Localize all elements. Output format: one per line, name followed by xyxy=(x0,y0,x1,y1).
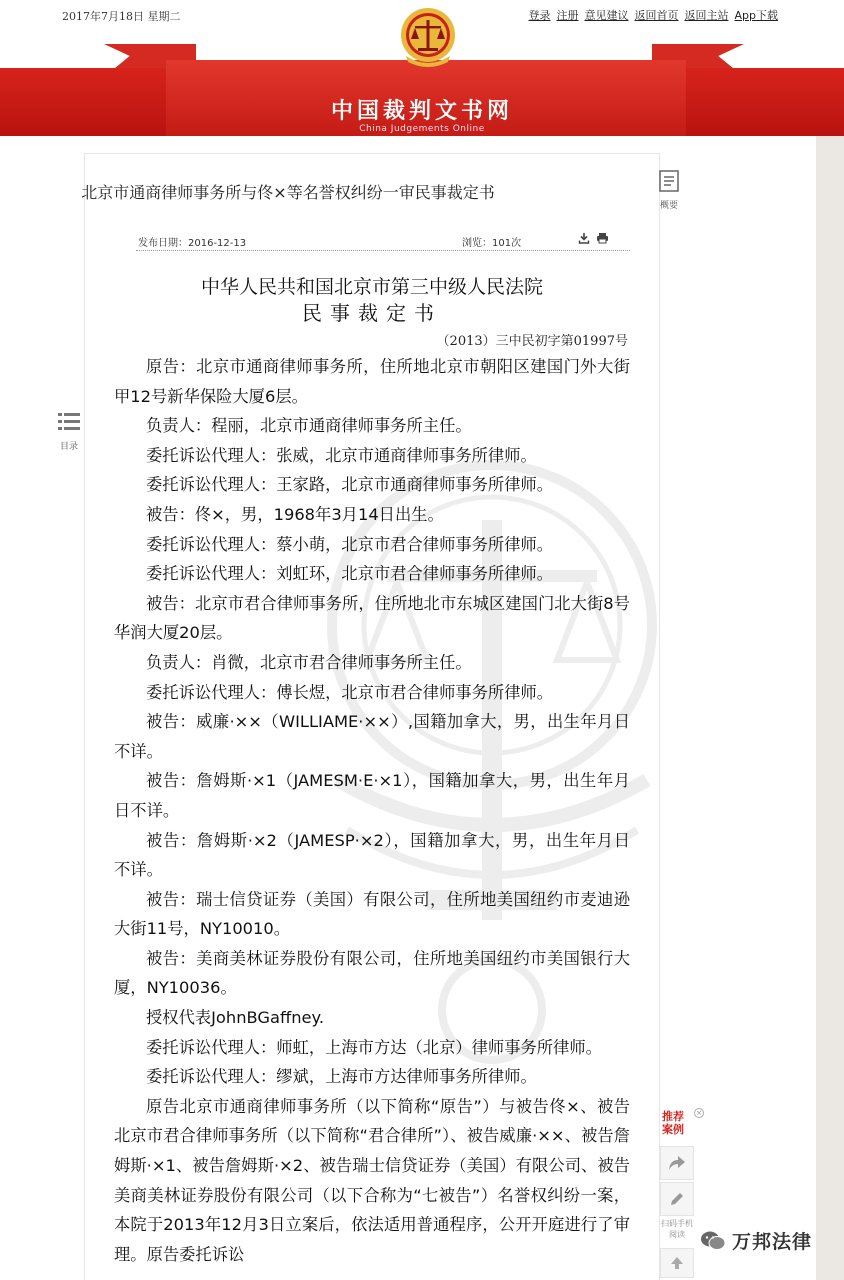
print-icon[interactable] xyxy=(596,232,609,244)
current-date: 2017年7月18日 星期二 xyxy=(62,10,181,23)
site-title: 中国裁判文书网 xyxy=(330,98,513,124)
recommend-cases[interactable]: 推荐案例 xyxy=(662,1110,684,1136)
body-paragraph: 委托诉讼代理人：师虹，上海市方达（北京）律师事务所律师。 xyxy=(146,1037,602,1057)
back-to-top-button[interactable] xyxy=(660,1248,694,1278)
view-count: 浏览：101次 xyxy=(462,238,522,249)
main-site-link[interactable]: 返回主站 xyxy=(684,9,729,22)
document-title: 北京市通商律师事务所与佟×等名誉权纠纷一审民事裁定书 xyxy=(81,183,495,202)
document-type: 民事裁定书 xyxy=(302,301,442,325)
body-paragraph: 被告：瑞士信贷证券（美国）有限公司，住所地美国纽约市麦迪逊大街11号，NY10010。 xyxy=(114,889,630,939)
body-paragraph: 委托诉讼代理人：傅长煜，北京市君合律师事务所律师。 xyxy=(146,682,554,702)
summary-button[interactable] xyxy=(656,170,682,211)
top-links xyxy=(529,7,779,23)
login-link[interactable]: 登录 xyxy=(528,9,551,22)
body-paragraph: 原告：北京市通商律师事务所，住所地北京市朝阳区建国门外大街甲12号新华保险大厦6层。 xyxy=(114,357,630,406)
arrow-up-icon xyxy=(670,1256,684,1270)
summary-icon xyxy=(659,170,679,192)
edit-button[interactable] xyxy=(660,1182,694,1216)
feedback-link[interactable]: 意见建议 xyxy=(584,9,629,22)
share-arrow-icon xyxy=(668,1155,686,1171)
register-link[interactable]: 注册 xyxy=(556,9,579,22)
body-paragraph: 委托诉讼代理人：刘虹环，北京市君合律师事务所律师。 xyxy=(146,564,554,584)
catalog-button[interactable] xyxy=(56,411,82,452)
case-number: （2013）三中民初字第01997号 xyxy=(436,334,628,349)
body-paragraph: 被告：詹姆斯·×2（JAMESP·×2），国籍加拿大，男，出生年月日不详。 xyxy=(114,830,630,880)
download-icon[interactable] xyxy=(578,232,590,244)
body-paragraph: 负责人：肖微，北京市君合律师事务所主任。 xyxy=(146,652,472,672)
share-button[interactable] xyxy=(660,1146,694,1180)
list-icon xyxy=(57,411,81,433)
app-download-link[interactable]: App下载 xyxy=(734,9,778,22)
court-name: 中华人民共和国北京市第三中级人民法院 xyxy=(200,276,543,298)
catalog-label: 目录 xyxy=(59,442,78,452)
body-paragraph: 被告：美商美林证券股份有限公司，住所地美国纽约市美国银行大厦，NY10036。 xyxy=(114,948,630,998)
body-paragraph: 被告：北京市君合律师事务所，住所地北市东城区建国门北大街8号华润大厦20层。 xyxy=(114,593,630,643)
publish-date: 发布日期：2016-12-13 xyxy=(138,238,247,249)
body-paragraph: 授权代表JohnBGaffney. xyxy=(146,1008,325,1028)
meta-divider xyxy=(136,250,630,251)
home-link[interactable]: 返回首页 xyxy=(634,9,679,22)
brand-name: 万邦法律 xyxy=(732,1231,813,1253)
right-margin-strip xyxy=(816,136,844,1280)
brand-watermark xyxy=(700,1227,812,1254)
body-paragraph: 负责人：程丽，北京市通商律师事务所主任。 xyxy=(146,416,472,436)
body-paragraph: 委托诉讼代理人：缪斌，上海市方达律师事务所律师。 xyxy=(146,1067,537,1087)
body-paragraph: 原告北京市通商律师事务所（以下简称“原告”）与被告佟×、被告北京市君合律师事务所（以下简称“君合律所”）、被告威廉·××、被告詹姆斯·×1、被告詹姆斯·×2、被告瑞士信贷证券（美国）有限公司、被告美商美林证券股份有限公司（以下合称为“七被告”）名誉权纠纷一案，本院于2013年12月3日立案后，依法适用普通程序，公开开庭进行了审理。原告委托诉讼 xyxy=(114,1096,630,1264)
wechat-icon xyxy=(700,1230,726,1252)
close-icon[interactable]: × xyxy=(694,1108,704,1118)
court-emblem-logo[interactable] xyxy=(398,6,458,68)
document-body xyxy=(114,352,630,1269)
summary-label: 概要 xyxy=(659,201,678,211)
body-paragraph: 委托诉讼代理人：张威，北京市通商律师事务所律师。 xyxy=(146,445,537,465)
scan-to-read[interactable]: 扫码手机阅读 xyxy=(661,1219,693,1239)
site-subtitle: China Judgements Online xyxy=(359,124,485,134)
body-paragraph: 委托诉讼代理人：蔡小萌，北京市君合律师事务所律师。 xyxy=(146,534,554,554)
pencil-icon xyxy=(669,1191,685,1207)
body-paragraph: 被告：威廉·××（WILLIAME·××）,国籍加拿大，男，出生年月日不详。 xyxy=(114,712,630,761)
body-paragraph: 委托诉讼代理人：王家路，北京市通商律师事务所律师。 xyxy=(146,475,554,495)
body-paragraph: 被告：佟×，男，1968年3月14日出生。 xyxy=(146,504,444,524)
body-paragraph: 被告：詹姆斯·×1（JAMESM·E·×1），国籍加拿大，男，出生年月日不详。 xyxy=(114,771,630,820)
